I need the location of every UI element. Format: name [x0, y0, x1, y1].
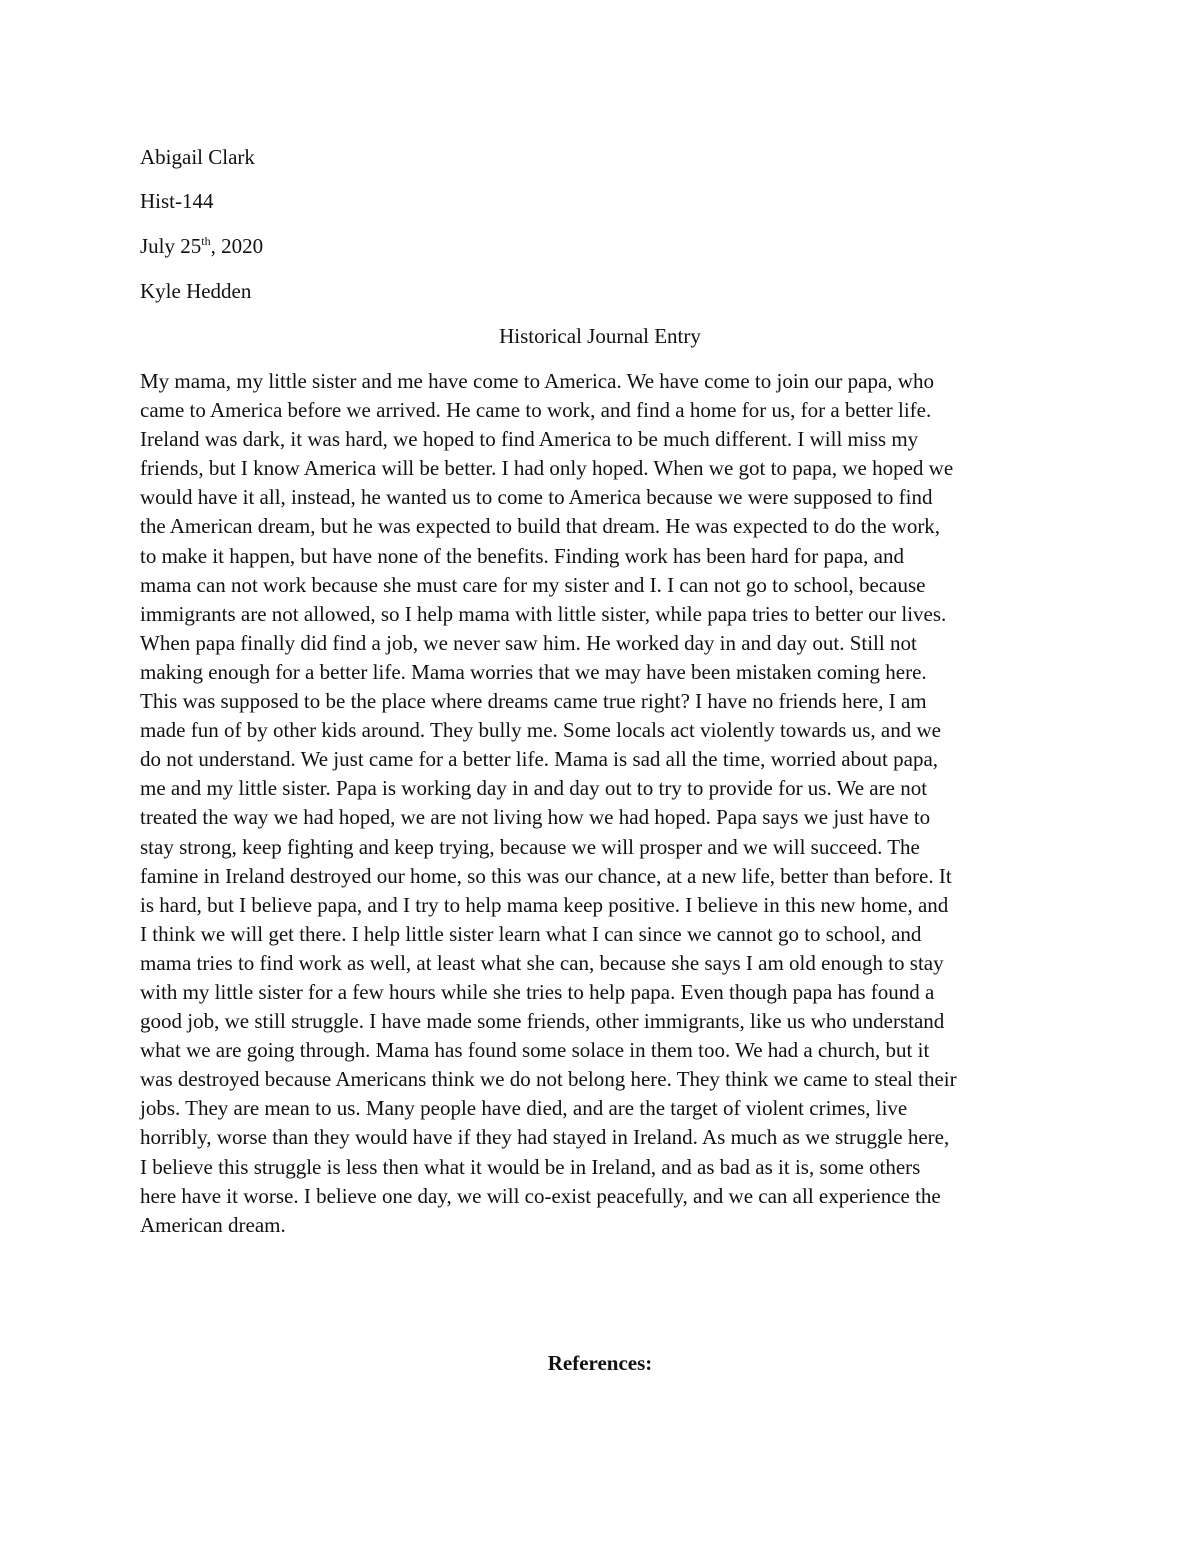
- body-line: I think we will get there. I help little sister learn what I can since we cannot go to school, and: [140, 921, 922, 946]
- body-line: My mama, my little sister and me have come to America. We have come to join our papa, who: [140, 369, 934, 393]
- body-line: to make it happen, but have none of the benefits. Finding work has been hard for papa, and: [140, 543, 904, 568]
- date-year: , 2020: [210, 234, 264, 258]
- body-line: was destroyed because Americans think we do not belong here. They think we came to steal their: [140, 1067, 957, 1092]
- body-line: what we are going through. Mama has found some solace in them too. We had a church, but it: [140, 1038, 930, 1063]
- date-ordinal-suffix: th: [201, 234, 211, 248]
- body-line: treated the way we had hoped, we are not living how we had hoped. Papa says we just have to: [140, 805, 931, 830]
- author-name: Abigail Clark: [140, 145, 255, 169]
- journal-body: [140, 367, 1075, 1240]
- body-line: American dream.: [140, 1212, 286, 1237]
- body-line: the American dream, but he was expected to build that dream. He was expected to do the work,: [140, 514, 941, 539]
- body-line: immigrants are not allowed, so I help mama with little sister, while papa tries to better our lives.: [140, 601, 947, 626]
- course-code: Hist-144: [140, 189, 214, 213]
- body-line: mama can not work because she must care for my sister and I. I can not go to school, because: [140, 572, 926, 597]
- document-title: Historical Journal Entry: [499, 324, 701, 348]
- body-line: came to America before we arrived. He came to work, and find a home for us, for a better life.: [140, 398, 932, 423]
- body-line: horribly, worse than they would have if they had stayed in Ireland. As much as we struggle here,: [140, 1125, 950, 1150]
- body-line: famine in Ireland destroyed our home, so this was our chance, at a new life, better than before. It: [140, 863, 952, 888]
- body-line: do not understand. We just came for a better life. Mama is sad all the time, worried about papa,: [140, 747, 939, 772]
- body-line: me and my little sister. Papa is working day in and day out to try to provide for us. We are not: [140, 776, 928, 801]
- body-line: is hard, but I believe papa, and I try to help mama keep positive. I believe in this new home, and: [140, 892, 949, 917]
- body-line: This was supposed to be the place where dreams came true right? I have no friends here, I am: [140, 689, 927, 714]
- references-heading: References:: [547, 1351, 653, 1375]
- instructor-name: Kyle Hedden: [140, 279, 252, 303]
- body-line: I believe this struggle is less then what it would be in Ireland, and as bad as it is, some others: [140, 1154, 921, 1179]
- body-line: Ireland was dark, it was hard, we hoped to find America to be much different. I will miss my: [140, 427, 919, 452]
- body-line: mama tries to find work as well, at least what she can, because she says I am old enough to stay: [140, 950, 944, 975]
- body-line: would have it all, instead, he wanted us to come to America because we were supposed to find: [140, 485, 933, 510]
- body-line: jobs. They are mean to us. Many people have died, and are the target of violent crimes, live: [140, 1096, 908, 1121]
- body-line: friends, but I know America will be better. I had only hoped. When we got to papa, we hoped we: [140, 456, 954, 481]
- body-line: making enough for a better life. Mama worries that we may have been mistaken coming here.: [140, 659, 927, 684]
- body-line: here have it worse. I believe one day, we will co-exist peacefully, and we can all experience the: [140, 1183, 941, 1208]
- body-line: good job, we still struggle. I have made some friends, other immigrants, like us who understand: [140, 1009, 945, 1034]
- date-day: July 25: [140, 234, 202, 258]
- body-line: When papa finally did find a job, we never saw him. He worked day in and day out. Still not: [140, 630, 917, 655]
- date-line: [140, 232, 263, 260]
- body-line: stay strong, keep fighting and keep trying, because we will prosper and we will succeed. The: [140, 834, 920, 859]
- body-line: with my little sister for a few hours while she tries to help papa. Even though papa has found a: [140, 979, 935, 1004]
- body-line: made fun of by other kids around. They bully me. Some locals act violently towards us, and we: [140, 718, 941, 743]
